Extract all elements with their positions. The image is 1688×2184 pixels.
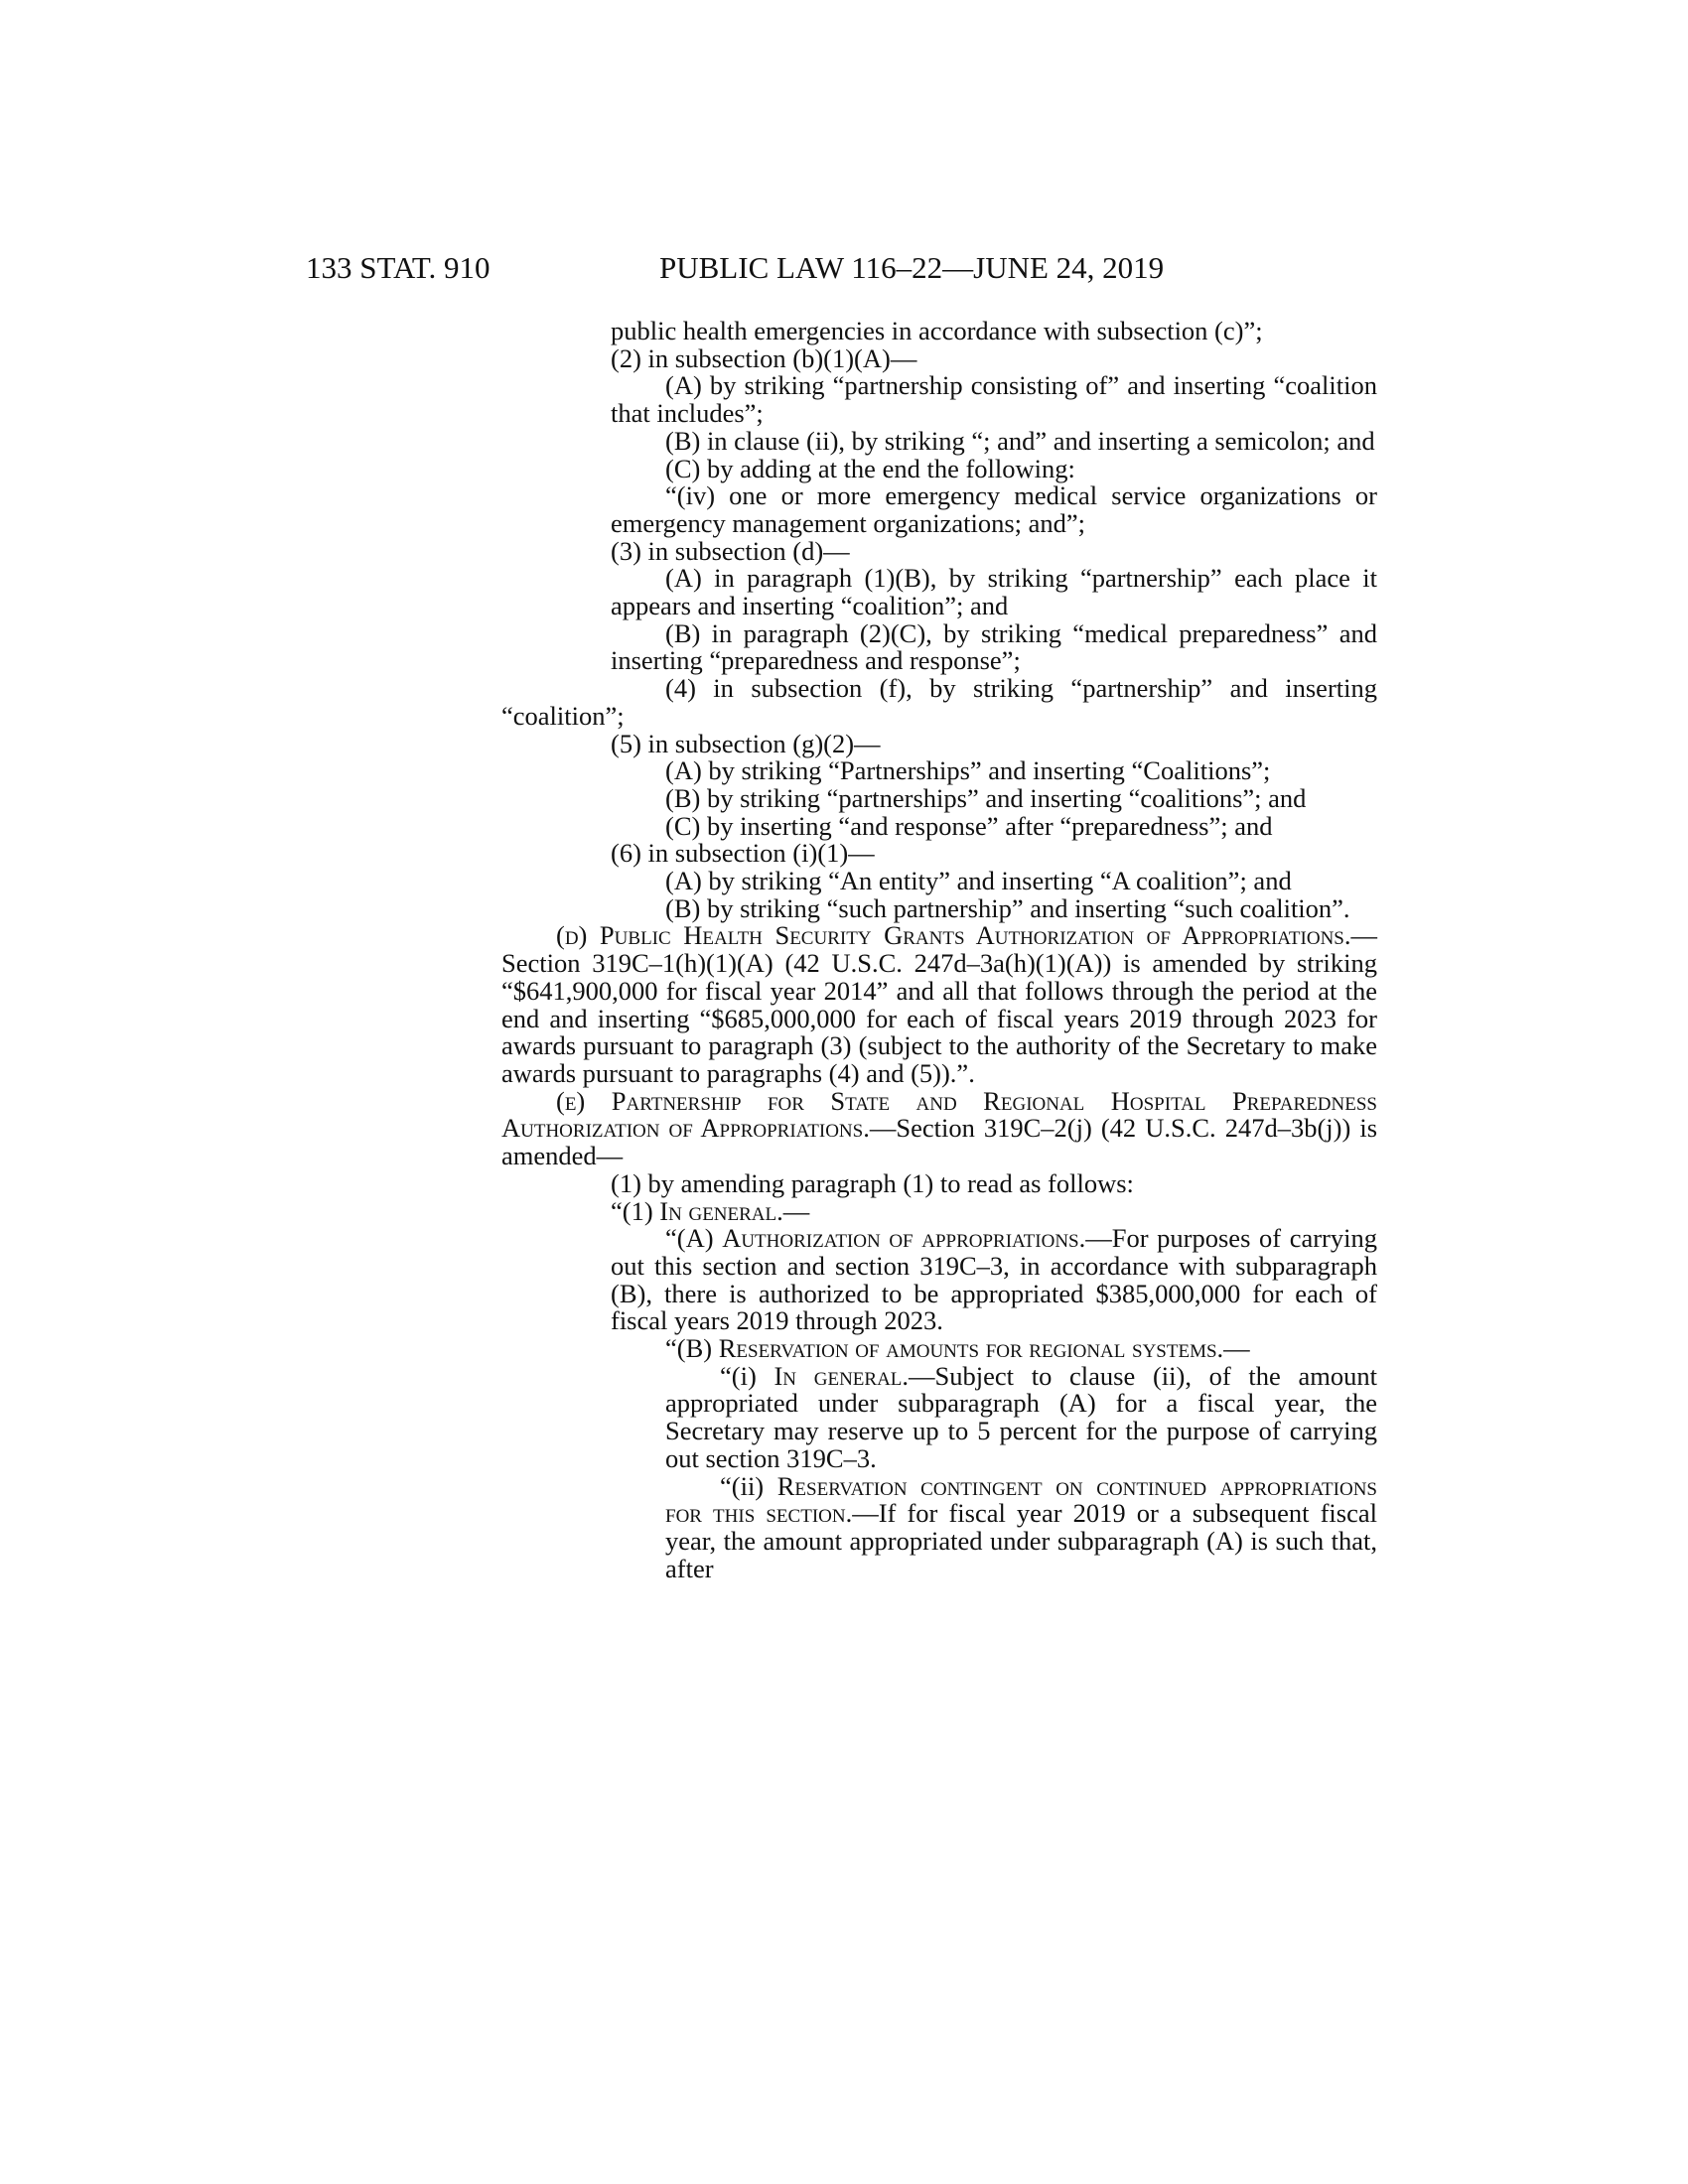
paragraph-number: “(B) [665,1333,719,1364]
paragraph-heading: In general. [659,1195,783,1226]
paragraph-heading: (d) Public Health Security Grants Authorization of Appropriations. [556,920,1351,951]
paragraph [611,1195,1377,1226]
paragraph-body: —Section 319C–2(j) (42 U.S.C. 247d–3b(j)) is amended— [501,1113,1378,1171]
paragraph: (B) by striking “such partnership” and inserting “such coalition”. [665,892,1350,923]
paragraph-body: — [1223,1333,1250,1364]
paragraph: (A) by striking “Partnerships” and inserting “Coalitions”; [665,755,1271,786]
paragraph: (B) in clause (ii), by striking “; and” and inserting a semicolon; and [665,425,1375,456]
paragraph: “(iv) one or more emergency medical service organizations or emergency management organizations; and”; [611,480,1377,538]
paragraph [501,922,1377,1087]
paragraph-body: —Section 319C–1(h)(1)(A) (42 U.S.C. 247d–3a(h)(1)(A)) is amended by striking “$641,900,000 for fiscal year 2014” and all that follows through the period at the end and inserting “$685,000,000 for each of fiscal years 2019 through 2023 for awards pursuant to paragraph (3) (subject to the authority of the Secretary to make awards pursuant to paragraphs (4) and (5)).”. [501,920,1377,1088]
paragraph: (B) by striking “partnerships” and inserting “coalitions”; and [665,782,1307,813]
paragraph: public health emergencies in accordance with subsection (c)”; [611,316,1263,345]
paragraph [501,1085,1378,1171]
paragraph [665,1470,1377,1583]
paragraph: (5) in subsection (g)(2)— [611,728,881,758]
paragraph: (4) in subsection (f), by striking “partnership” and inserting “coalition”; [501,673,1377,731]
paragraph-body: — [782,1195,810,1226]
paragraph-heading: (e) Partnership for State and Regional Hospital Preparedness Authorization of Appropriations. [501,1085,1377,1144]
paragraph-number: “(1) [611,1195,660,1226]
paragraph: (A) by striking “An entity” and inserting “A coalition”; and [665,866,1292,896]
paragraph-number: “(A) [665,1223,723,1254]
paragraph: (3) in subsection (d)— [611,535,850,566]
paragraph-body: —If for fiscal year 2019 or a subsequent fiscal year, the amount appropriated under subparagraph (A) is such that, after [665,1498,1377,1583]
statute-text [501,318,1377,1582]
paragraph-heading: In general. [774,1360,910,1391]
paragraph: (6) in subsection (i)(1)— [611,838,875,869]
paragraph [665,1360,1377,1473]
paragraph-body: —For purposes of carrying out this section and section 319C–3, in accordance with subparagraph (B), there is authorized to be appropriated $385,000,000 for each of fiscal years 2019 through 2023. [611,1223,1377,1336]
paragraph [611,1225,1377,1335]
paragraph-heading: Reservation of amounts for regional systems. [718,1333,1224,1364]
paragraph: (C) by adding at the end the following: [665,453,1075,483]
paragraph [611,1335,1377,1363]
paragraph-heading: Reservation contingent on continued appropriations for this section. [665,1470,1377,1529]
paragraph: (B) in paragraph (2)(C), by striking “medical preparedness” and inserting “preparedness and response”; [611,617,1377,676]
running-head-title: PUBLIC LAW 116–22—JUNE 24, 2019 [659,250,1165,285]
paragraph-heading: Authorization of appropriations. [722,1223,1086,1254]
paragraph-number: “(i) [720,1360,774,1391]
paragraph-number: “(ii) [720,1470,777,1501]
page-reference: 133 STAT. 910 [306,250,491,285]
paragraph: (2) in subsection (b)(1)(A)— [611,342,917,373]
paragraph: (A) by striking “partnership consisting of” and inserting “coalition that includes”; [611,370,1377,429]
paragraph: (C) by inserting “and response” after “preparedness”; and [665,810,1273,841]
paragraph: (1) by amending paragraph (1) to read as follows: [611,1167,1134,1198]
paragraph-body: —Subject to clause (ii), of the amount appropriated under subparagraph (A) for a fiscal year, the Secretary may reserve up to 5 percent for the purpose of carrying out section 319C–3. [665,1360,1377,1473]
paragraph: (A) in paragraph (1)(B), by striking “partnership” each place it appears and inserting “coalition”; and [611,563,1377,621]
